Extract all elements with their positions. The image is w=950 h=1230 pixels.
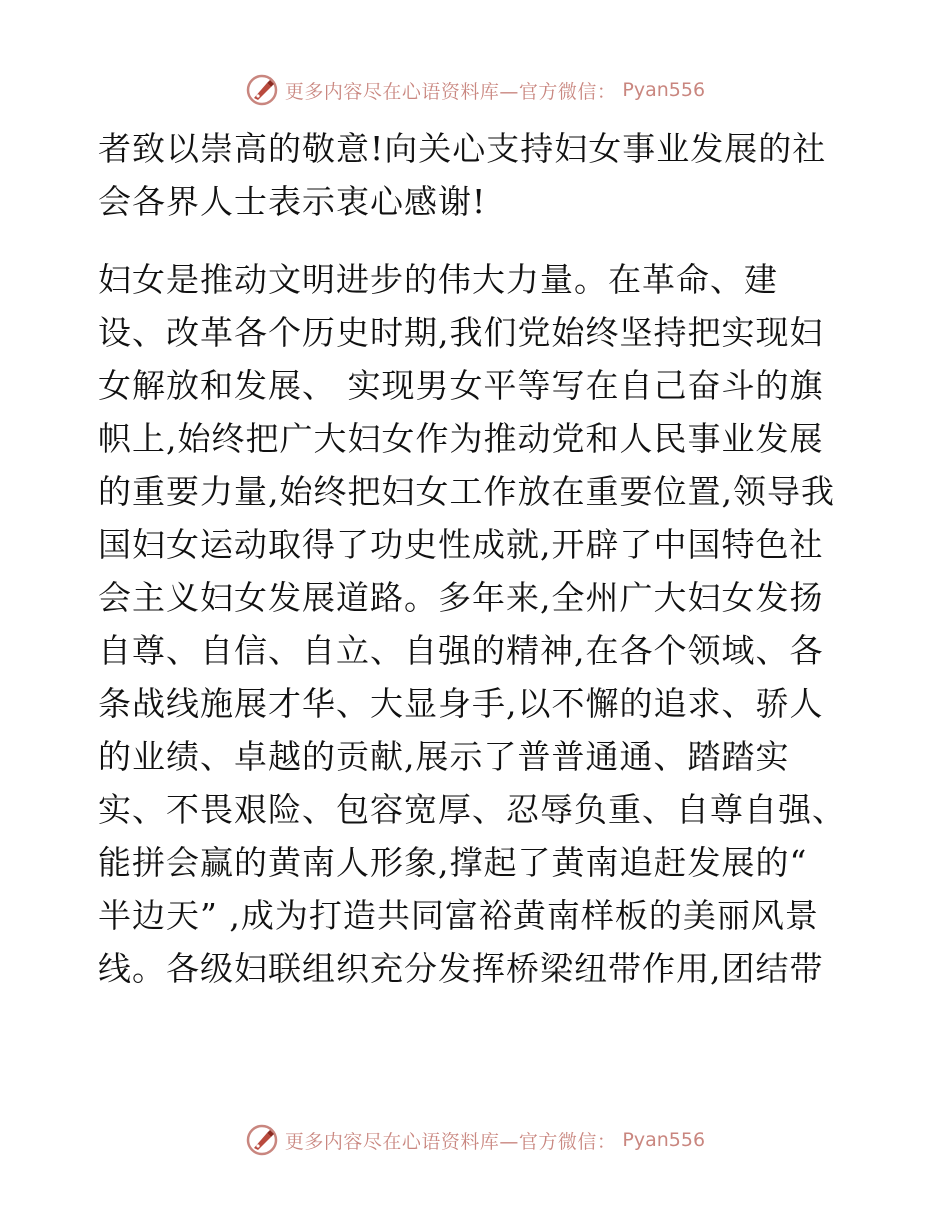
text-line: 国妇女运动取得了功史性成就,开辟了中国特色社: [98, 525, 824, 564]
text-line: 设、改革各个历史时期,我们党始终坚持把实现妇: [98, 313, 824, 352]
text-line: 会各界人士表示衷心感谢!: [98, 182, 487, 221]
text-line: 者致以崇高的敬意!向关心支持妇女事业发展的社: [98, 129, 827, 168]
text-line: 实、不畏艰险、包容宽厚、忍辱负重、自尊自强、: [98, 790, 846, 829]
text-line: 帜上,始终把广大妇女作为推动党和人民事业发展: [98, 419, 824, 458]
text-line: 会主义妇女发展道路。多年来,全州广大妇女发扬: [98, 578, 824, 617]
pen-nib-logo-icon: [245, 1123, 279, 1157]
text-line: 半边天” ,成为打造共同富裕黄南样板的美丽风景: [98, 896, 819, 935]
footer-watermark: [0, 1120, 950, 1160]
watermark-text: 更多内容尽在心语资料库—官方微信：: [284, 1130, 617, 1153]
text-line: 线。各级妇联组织充分发挥桥梁纽带作用,团结带: [98, 949, 824, 988]
text-line: 自尊、自信、自立、自强的精神,在各个领域、各: [98, 631, 824, 670]
header-watermark: [0, 70, 950, 110]
paragraph-gap: [98, 228, 858, 253]
text-line: 的重要力量,始终把妇女工作放在重要位置,领导我: [98, 472, 835, 511]
text-line: 女解放和发展、 实现男女平等写在自己奋斗的旗: [98, 366, 824, 405]
text-line: 妇女是推动文明进步的伟大力量。在革命、建: [98, 260, 778, 299]
text-line: 能拼会赢的黄南人形象,撑起了黄南追赶发展的“: [98, 843, 808, 882]
watermark-text: 更多内容尽在心语资料库—官方微信：: [284, 80, 617, 103]
watermark-handle: Pyan556: [622, 1129, 706, 1151]
document-body: [98, 122, 858, 995]
watermark-handle: Pyan556: [622, 79, 706, 101]
paragraph: [98, 122, 858, 228]
text-line: 条战线施展才华、大显身手,以不懈的追求、骄人: [98, 684, 824, 723]
text-line: 的业绩、卓越的贡献,展示了普普通通、踏踏实: [98, 737, 790, 776]
paragraph: [98, 253, 858, 995]
pen-nib-logo-icon: [245, 73, 279, 107]
